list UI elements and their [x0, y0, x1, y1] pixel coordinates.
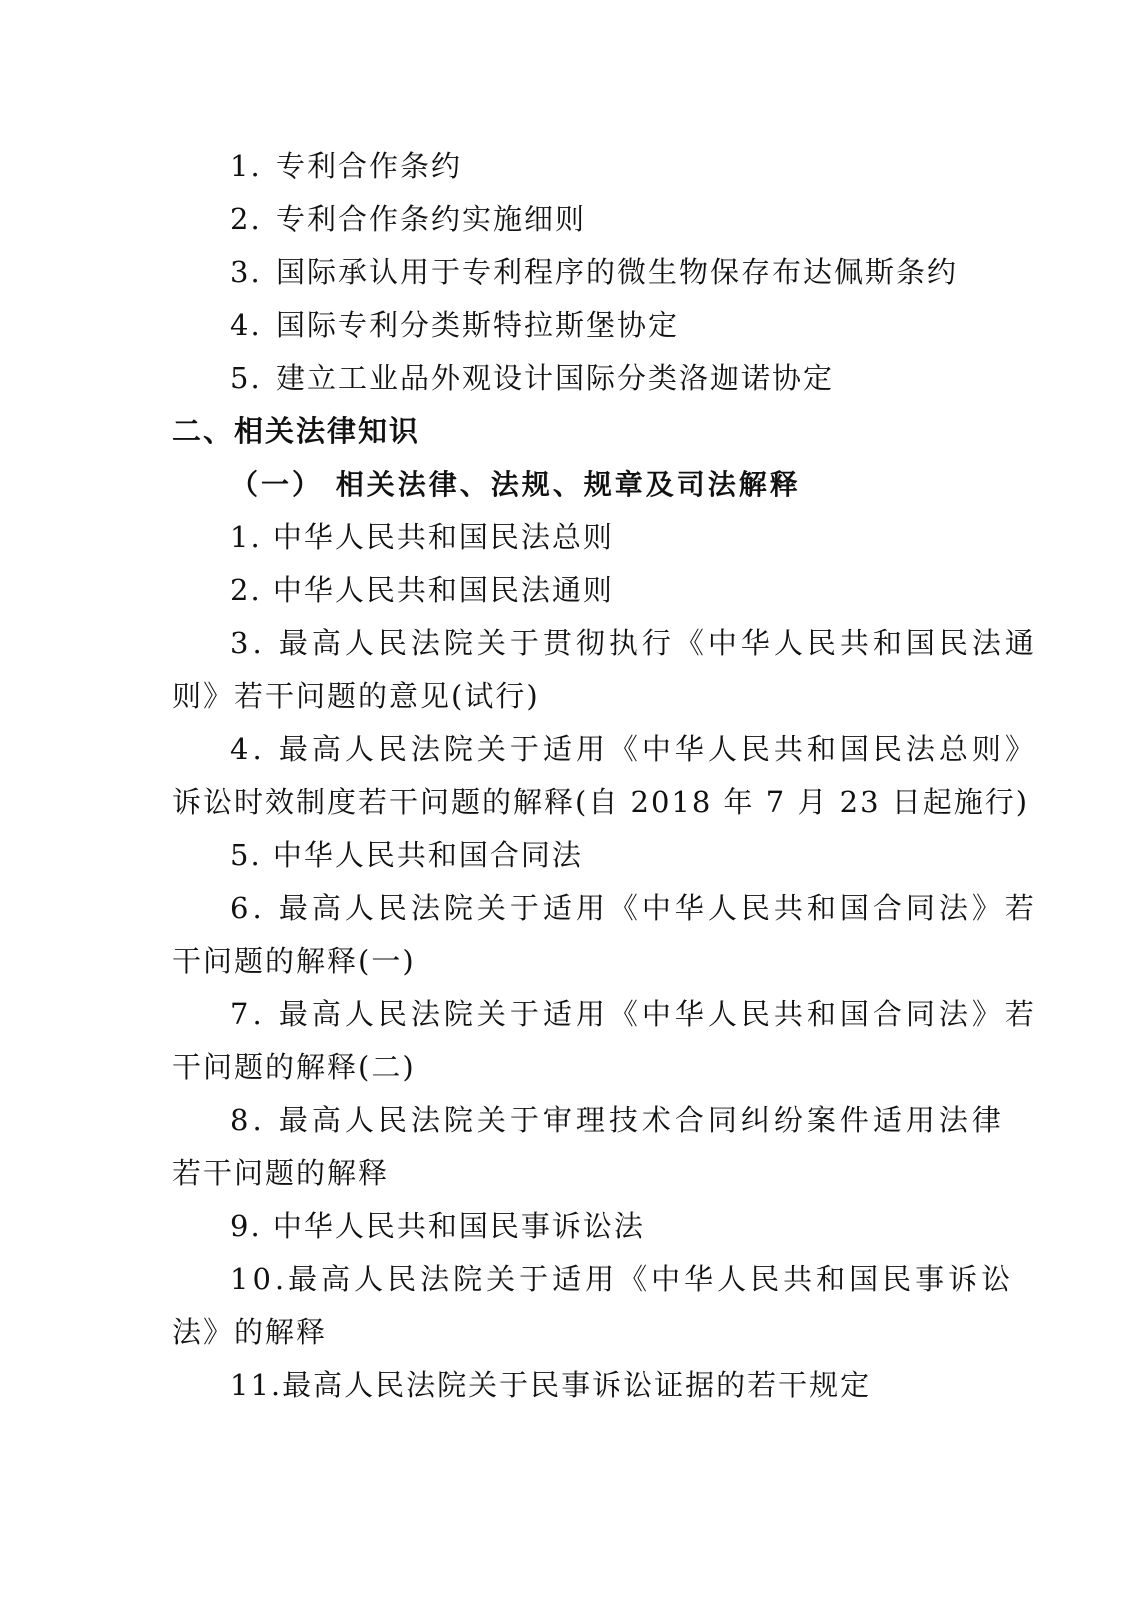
- treaty-item-1: [172, 140, 952, 193]
- law-item-9: 9. 中华人民共和国民事诉讼法: [230, 1209, 645, 1243]
- treaty-item-text: 建立工业品外观设计国际分类洛迦诺协定: [276, 361, 835, 395]
- treaty-item-3: [172, 246, 959, 299]
- treaty-item-5: [172, 352, 952, 405]
- treaty-item-text: 国际专利分类斯特拉斯堡协定: [276, 308, 680, 342]
- treaty-item-text: 专利合作条约实施细则: [276, 202, 587, 236]
- law-item-6-line-1: 6. 最高人民法院关于适用《中华人民共和国合同法》若: [230, 891, 1038, 925]
- law-item-8-line-1: 8. 最高人民法院关于审理技术合同纠纷案件适用法律: [230, 1103, 1005, 1137]
- law-item-7-line-2: 干问题的解释(二): [172, 1050, 416, 1084]
- law-item-5: 5. 中华人民共和国合同法: [230, 838, 583, 872]
- law-item-4-line-1: 4. 最高人民法院关于适用《中华人民共和国民法总则》: [230, 732, 1038, 766]
- treaty-item-number: 1.: [230, 149, 262, 183]
- treaty-item-number: 5.: [230, 361, 262, 395]
- law-item-2: 2. 中华人民共和国民法通则: [230, 573, 614, 607]
- treaty-item-number: 2.: [230, 202, 262, 236]
- document-body: [172, 140, 1038, 1412]
- treaty-item-number: 4.: [230, 308, 262, 342]
- law-item-10-line-2: 法》的解释: [172, 1315, 328, 1349]
- treaty-item-number: 3.: [230, 255, 262, 289]
- law-item-6-line-2: 干问题的解释(一): [172, 944, 416, 978]
- law-item-8-line-2: 若干问题的解释: [172, 1156, 390, 1190]
- section-heading: 二、相关法律知识: [172, 414, 421, 448]
- law-item-3-line-1: 3. 最高人民法院关于贯彻执行《中华人民共和国民法通: [230, 626, 1038, 660]
- law-item-3-line-2: 则》若干问题的意见(试行): [172, 679, 540, 713]
- sub-heading: （一） 相关法律、法规、规章及司法解释: [230, 468, 801, 501]
- treaty-item-2: [172, 193, 952, 246]
- treaty-item-text: 国际承认用于专利程序的微生物保存布达佩斯条约: [276, 255, 959, 289]
- law-item-7-line-1: 7. 最高人民法院关于适用《中华人民共和国合同法》若: [230, 997, 1038, 1031]
- law-item-10-line-1: 10.最高人民法院关于适用《中华人民共和国民事诉讼: [230, 1262, 1015, 1296]
- law-item-1: 1. 中华人民共和国民法总则: [230, 520, 614, 554]
- treaty-item-4: [172, 299, 952, 352]
- law-item-4-line-2: 诉讼时效制度若干问题的解释(自 2018 年 7 月 23 日起施行): [172, 785, 1030, 819]
- law-item-11: 11.最高人民法院关于民事诉讼证据的若干规定: [230, 1368, 872, 1402]
- treaty-item-text: 专利合作条约: [276, 149, 463, 183]
